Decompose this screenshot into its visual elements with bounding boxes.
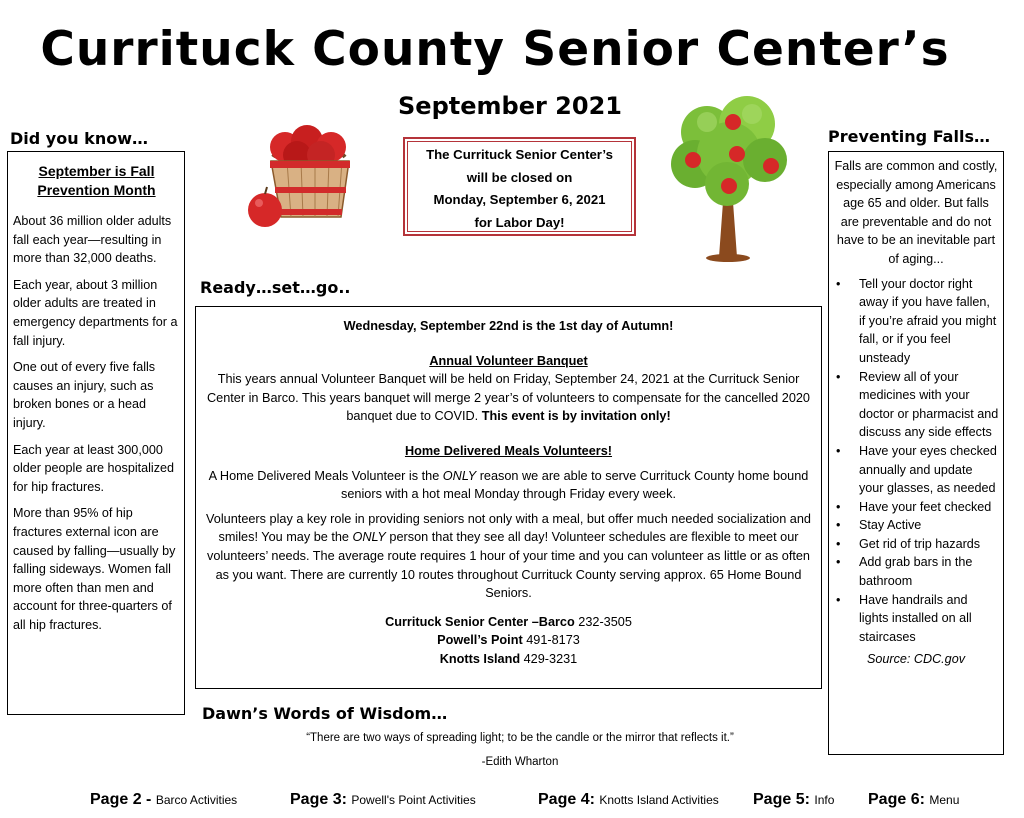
list-item: • Have handrails and lights installed on all staircases [833, 591, 999, 647]
quote-author: -Edith Wharton [481, 756, 559, 768]
page-link-info[interactable]: Page 5: Info [753, 791, 835, 808]
page-title: Currituck County Senior Center’s [40, 22, 950, 77]
list-item: • Stay Active [833, 516, 999, 535]
wisdom-heading: Dawn’s Words of Wisdom… [202, 704, 448, 723]
list-item: • Add grab bars in the bathroom [833, 553, 999, 590]
page-link-barco[interactable]: Page 2 - Barco Activities [90, 791, 238, 808]
meals-title: Home Delivered Meals Volunteers! [404, 443, 613, 458]
list-item: • Have your eyes checked annually and update your glasses, as needed [833, 442, 999, 498]
autumn-announcement: Wednesday, September 22nd is the 1st day of Autumn! [343, 319, 674, 333]
list-item: • Have your feet checked [833, 498, 999, 517]
announcements-box [195, 306, 822, 689]
apple-basket-icon [245, 117, 365, 229]
ready-set-go-heading: Ready…set…go.. [200, 278, 351, 297]
list-item: • Get rid of trip hazards [833, 535, 999, 554]
fact-paragraph: More than 95% of hip fractures external icon are caused by falling—usually by falling sideways. Women fall more often than men and account for three-quarters of all hip fractures. [13, 506, 176, 632]
fact-paragraph: Each year at least 300,000 older people are hospitalized for hip fractures. [13, 442, 175, 494]
source-citation: Source: CDC.gov [867, 652, 965, 667]
page-link-knotts-island[interactable]: Page 4: Knotts Island Activities [538, 791, 719, 808]
meals-paragraph: A Home Delivered Meals Volunteer is the ONLY reason we are able to serve Currituck County home bound seniors with a hot meal Monday through Friday every week. [208, 468, 809, 502]
did-you-know-box [7, 151, 185, 715]
apple-tree-icon [667, 92, 792, 262]
preventing-falls-box [828, 151, 1004, 755]
preventing-falls-intro: Falls are common and costly, especially among Americans age 65 and older. But falls are preventable and do not have to be an inevitable part of aging... [834, 159, 998, 266]
banquet-text: This years annual Volunteer Banquet will be held on Friday, September 24, 2021 at the Currituck Senior Center in Barco. This years banquet will merge 2 year’s of volunteers to compensate for the cancelled 2020 banquet due to COVID. This event is by invitation only! [207, 372, 810, 424]
fact-paragraph: About 36 million older adults fall each year—resulting in more than 32,000 deaths. [13, 214, 172, 266]
page-link-menu[interactable]: Page 6: Menu [868, 791, 960, 808]
page-index-footer [0, 791, 1024, 813]
closed-notice-line: The Currituck Senior Center’s [426, 147, 613, 162]
page-subtitle: September 2021 [398, 92, 622, 120]
list-item: • Tell your doctor right away if you have fallen, if you’re afraid you might fall, or if you feel unsteady [833, 275, 999, 368]
page-link-powells-point[interactable]: Page 3: Powell's Point Activities [290, 791, 476, 808]
meals-paragraph: Volunteers play a key role in providing seniors not only with a meal, but offer much needed socialization and smiles! You may be the ONLY person that they see all day! Volunteer schedules are flexible to meet our volunteers’ needs. The average route requires 1 hour of your time and you can volunteer as little or as often as you want. There are currently 10 routes throughout Currituck County serving approx. 65 Home Bound Seniors. [206, 511, 811, 601]
tips-list [833, 275, 999, 647]
list-item: • Review all of your medicines with your doctor or pharmacist and discuss any side effects [833, 368, 999, 442]
closed-notice-line: Monday, September 6, 2021 [433, 192, 606, 207]
contact-line: Knotts Island 429-3231 [439, 651, 578, 666]
banquet-title: Annual Volunteer Banquet [429, 353, 588, 368]
fact-paragraph: Each year, about 3 million older adults are treated in emergency departments for a fall injury. [13, 277, 178, 348]
wisdom-quote: “There are two ways of spreading light; to be the candle or the mirror that reflects it.” [306, 732, 734, 744]
fall-prevention-month-title: September is Fall Prevention Month [37, 163, 156, 198]
preventing-falls-heading: Preventing Falls… [828, 127, 990, 146]
did-you-know-heading: Did you know… [10, 129, 148, 148]
closed-notice [403, 137, 636, 236]
contact-line: Powell’s Point 491-8173 [437, 633, 580, 648]
fact-paragraph: One out of every five falls causes an injury, such as broken bones or a head injury. [13, 360, 156, 430]
contact-line: Currituck Senior Center –Barco 232-3505 [385, 614, 632, 629]
closed-notice-line: will be closed on [466, 169, 573, 185]
closed-notice-line: for Labor Day! [474, 214, 565, 230]
